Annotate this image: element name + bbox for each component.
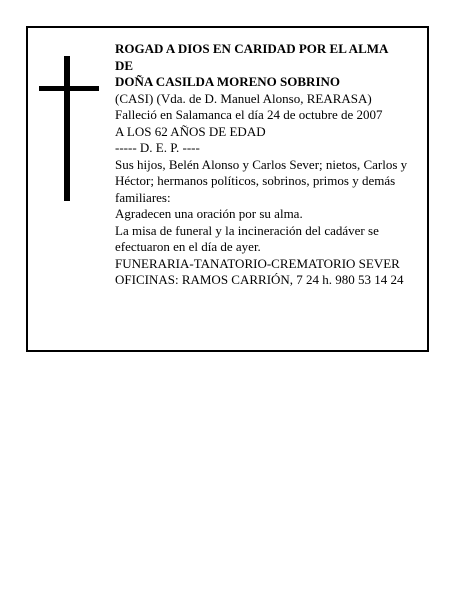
offices-line: OFICINAS: RAMOS CARRIÓN, 7 24 h. 980 53 14 24 <box>115 272 404 287</box>
obituary-notice <box>26 26 429 352</box>
cross-horizontal-bar <box>39 86 99 91</box>
notice-text <box>115 41 425 289</box>
deceased-name: DOÑA CASILDA MORENO SOBRINO <box>115 74 341 89</box>
cross-vertical-bar <box>64 56 70 201</box>
family-line: Sus hijos, Belén Alonso y Carlos Sever; nietos, Carlos y Héctor; hermanos políticos, sobrinos, primos y demás familiares: <box>115 156 408 205</box>
notice-heading-de: DE <box>115 57 134 73</box>
rip-line: ----- D. E. P. ---- <box>115 140 200 155</box>
cross-icon <box>39 56 99 201</box>
age-line: A LOS 62 AÑOS DE EDAD <box>115 123 266 139</box>
funeral-home-line: FUNERARIA-TANATORIO-CREMATORIO SEVER <box>115 255 400 271</box>
funeral-line: La misa de funeral y la incineración del cadáver se efectuaron en el día de ayer. <box>115 222 379 254</box>
thanks-line: Agradecen una oración por su alma. <box>115 206 303 221</box>
alias-line: (CASI) (Vda. de D. Manuel Alonso, REARASA) <box>115 90 372 106</box>
death-line: Falleció en Salamanca el día 24 de octubre de 2007 <box>115 107 383 122</box>
notice-heading: ROGAD A DIOS EN CARIDAD POR EL ALMA <box>115 41 389 56</box>
